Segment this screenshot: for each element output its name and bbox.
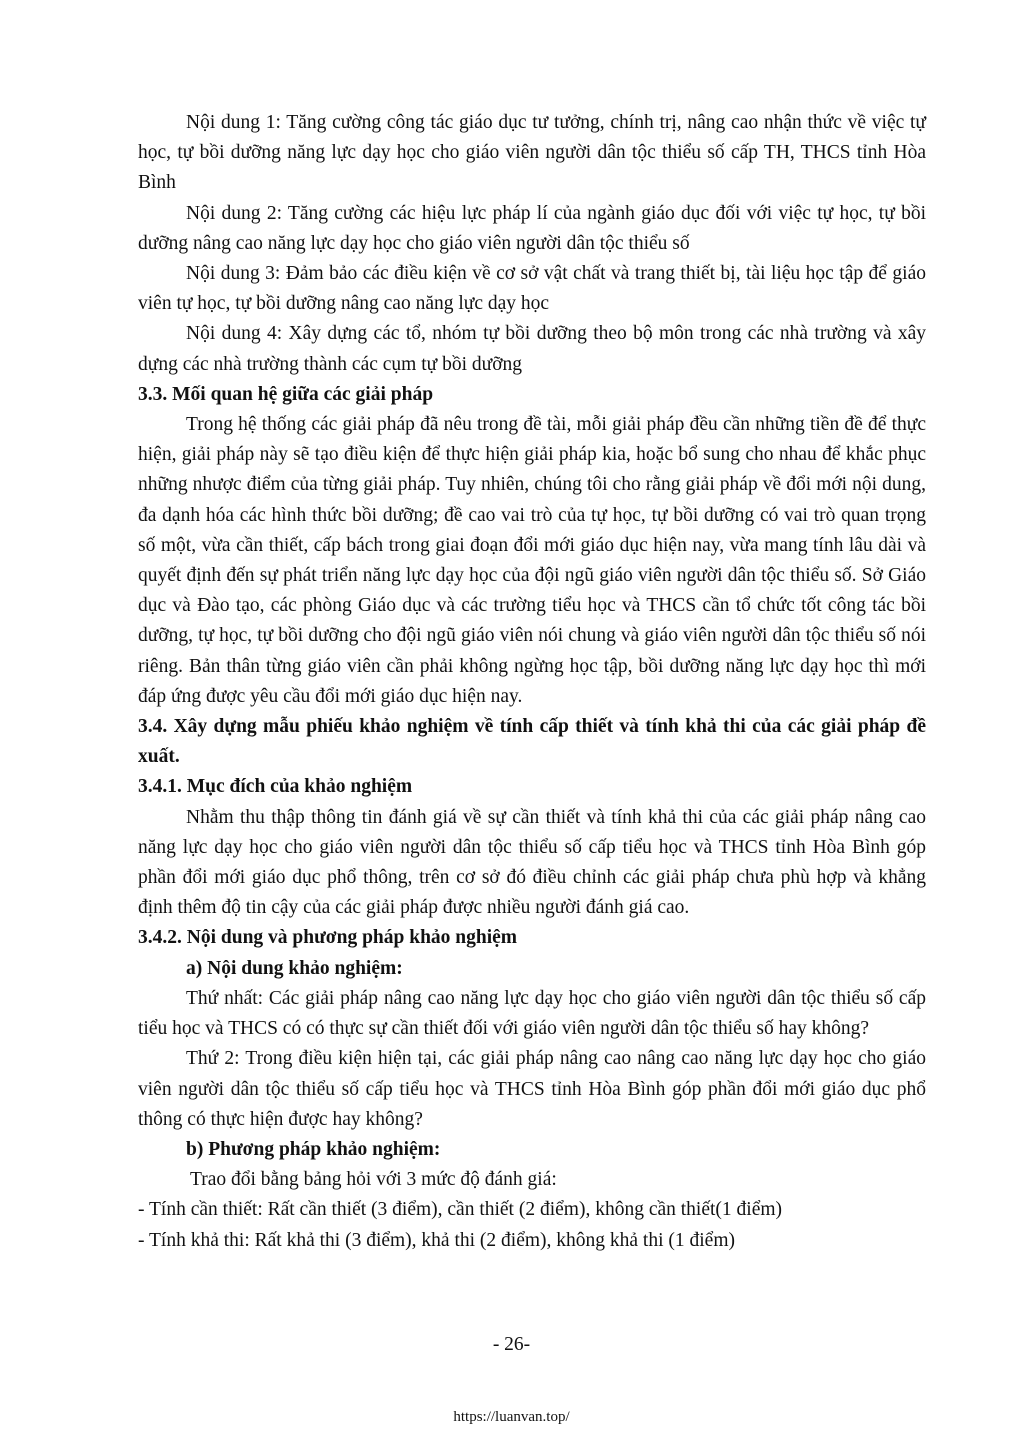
paragraph-content-3: Nội dung 3: Đảm bảo các điều kiện về cơ sở vật chất và trang thiết bị, tài liệu học tập để giáo viên tự học, tự bồi dưỡng nâng cao năng lực dạy học (138, 263, 926, 315)
paragraph-purpose: Nhằm thu thập thông tin đánh giá về sự cần thiết và tính khả thi của các giải pháp nâng cao năng lực dạy học cho giáo viên người dân tộc thiểu số cấp tiểu học và THCS tỉnh Hòa Bình góp phần đổi mới giáo dục phổ thông, trên cơ sở đó điều chỉnh các giải pháp chưa phù hợp và khẳng định thêm độ tin cậy của các giải pháp được nhiều người đánh giá cao. (138, 806, 926, 919)
list-item-necessity: - Tính cần thiết: Rất cần thiết (3 điểm), cần thiết (2 điểm), không cần thiết(1 điểm) (138, 1199, 783, 1221)
heading-3-3: 3.3. Mối quan hệ giữa các giải pháp (138, 383, 434, 405)
paragraph-relationship: Trong hệ thống các giải pháp đã nêu trong đề tài, mỗi giải pháp đều cần những tiền đề để thực hiện, giải pháp này sẽ tạo điều kiện để thực hiện giải pháp kia, hoặc bổ sung cho nhau để khắc phục những nhược điểm của từng giải pháp. Tuy nhiên, chúng tôi cho rằng giải pháp về đổi mới nội dung, đa dạnh hóa các hình thức bồi dưỡng; đề cao vai trò của tự học, tự bồi dưỡng có vai trò quan trọng số một, vừa cần thiết, cấp bách trong giai đoạn đổi mới giáo dục hiện nay, vừa mang tính lâu dài và quyết định đến sự phát triển năng lực dạy học của đội ngũ giáo viên người dân tộc thiểu số. Sở Giáo dục và Đào tạo, các phòng Giáo dục và các trường tiểu học và THCS cần tổ chức tốt công tác bồi dưỡng, tự học, tự bồi dưỡng cho đội ngũ giáo viên nói chung và giáo viên người dân tộc thiểu số nói riêng. Bản thân từng giáo viên cần phải không ngừng học tập, bồi dưỡng năng lực dạy học thì mới đáp ứng được yêu cầu đổi mới giáo dục hiện nay. (138, 414, 926, 707)
paragraph-first: Thứ nhất: Các giải pháp nâng cao năng lực dạy học cho giáo viên người dân tộc thiểu số cấp tiểu học và THCS có có thực sự cần thiết đối với giáo viên người dân tộc thiểu số hay không? (138, 987, 926, 1040)
paragraph-content-1: Nội dung 1: Tăng cường công tác giáo dục tư tưởng, chính trị, nâng cao nhận thức về việc tự học, tự bồi dưỡng năng lực dạy học cho giáo viên người dân tộc thiểu số cấp TH, THCS tỉnh Hòa Bình (138, 112, 926, 194)
page-number: - 26- (492, 1334, 531, 1355)
list-item-feasibility: - Tính khả thi: Rất khả thi (3 điểm), khả thi (2 điểm), không khả thi (1 điểm) (138, 1229, 735, 1251)
subheading-method: b) Phương pháp khảo nghiệm: (186, 1138, 441, 1160)
footer-url[interactable]: https://luanvan.top/ (453, 1409, 570, 1425)
paragraph-method-intro: Trao đổi bằng bảng hỏi với 3 mức độ đánh giá: (190, 1169, 557, 1191)
paragraph-second: Thứ 2: Trong điều kiện hiện tại, các giải pháp nâng cao nâng cao năng lực dạy học cho giáo viên người dân tộc thiểu số cấp tiểu học và THCS tỉnh Hòa Bình góp phần đổi mới giáo dục phổ thông có thực hiện được hay không? (138, 1048, 926, 1130)
heading-3-4-1: 3.4.1. Mục đích của khảo nghiệm (138, 776, 413, 798)
subheading-content: a) Nội dung khảo nghiệm: (186, 957, 403, 979)
heading-3-4: 3.4. Xây dựng mẫu phiếu khảo nghiệm về tính cấp thiết và tính khả thi của các giải pháp đề xuất. (138, 716, 926, 768)
heading-3-4-2: 3.4.2. Nội dung và phương pháp khảo nghiệm (138, 927, 518, 949)
paragraph-content-4: Nội dung 4: Xây dựng các tổ, nhóm tự bồi dưỡng theo bộ môn trong các nhà trường và xây dựng các nhà trường thành các cụm tự bồi dưỡng (138, 323, 926, 375)
paragraph-content-2: Nội dung 2: Tăng cường các hiệu lực pháp lí của ngành giáo dục đối với việc tự học, tự bồi dưỡng nâng cao năng lực dạy học cho giáo viên người dân tộc thiểu số (138, 202, 926, 254)
document-body (138, 108, 926, 1256)
